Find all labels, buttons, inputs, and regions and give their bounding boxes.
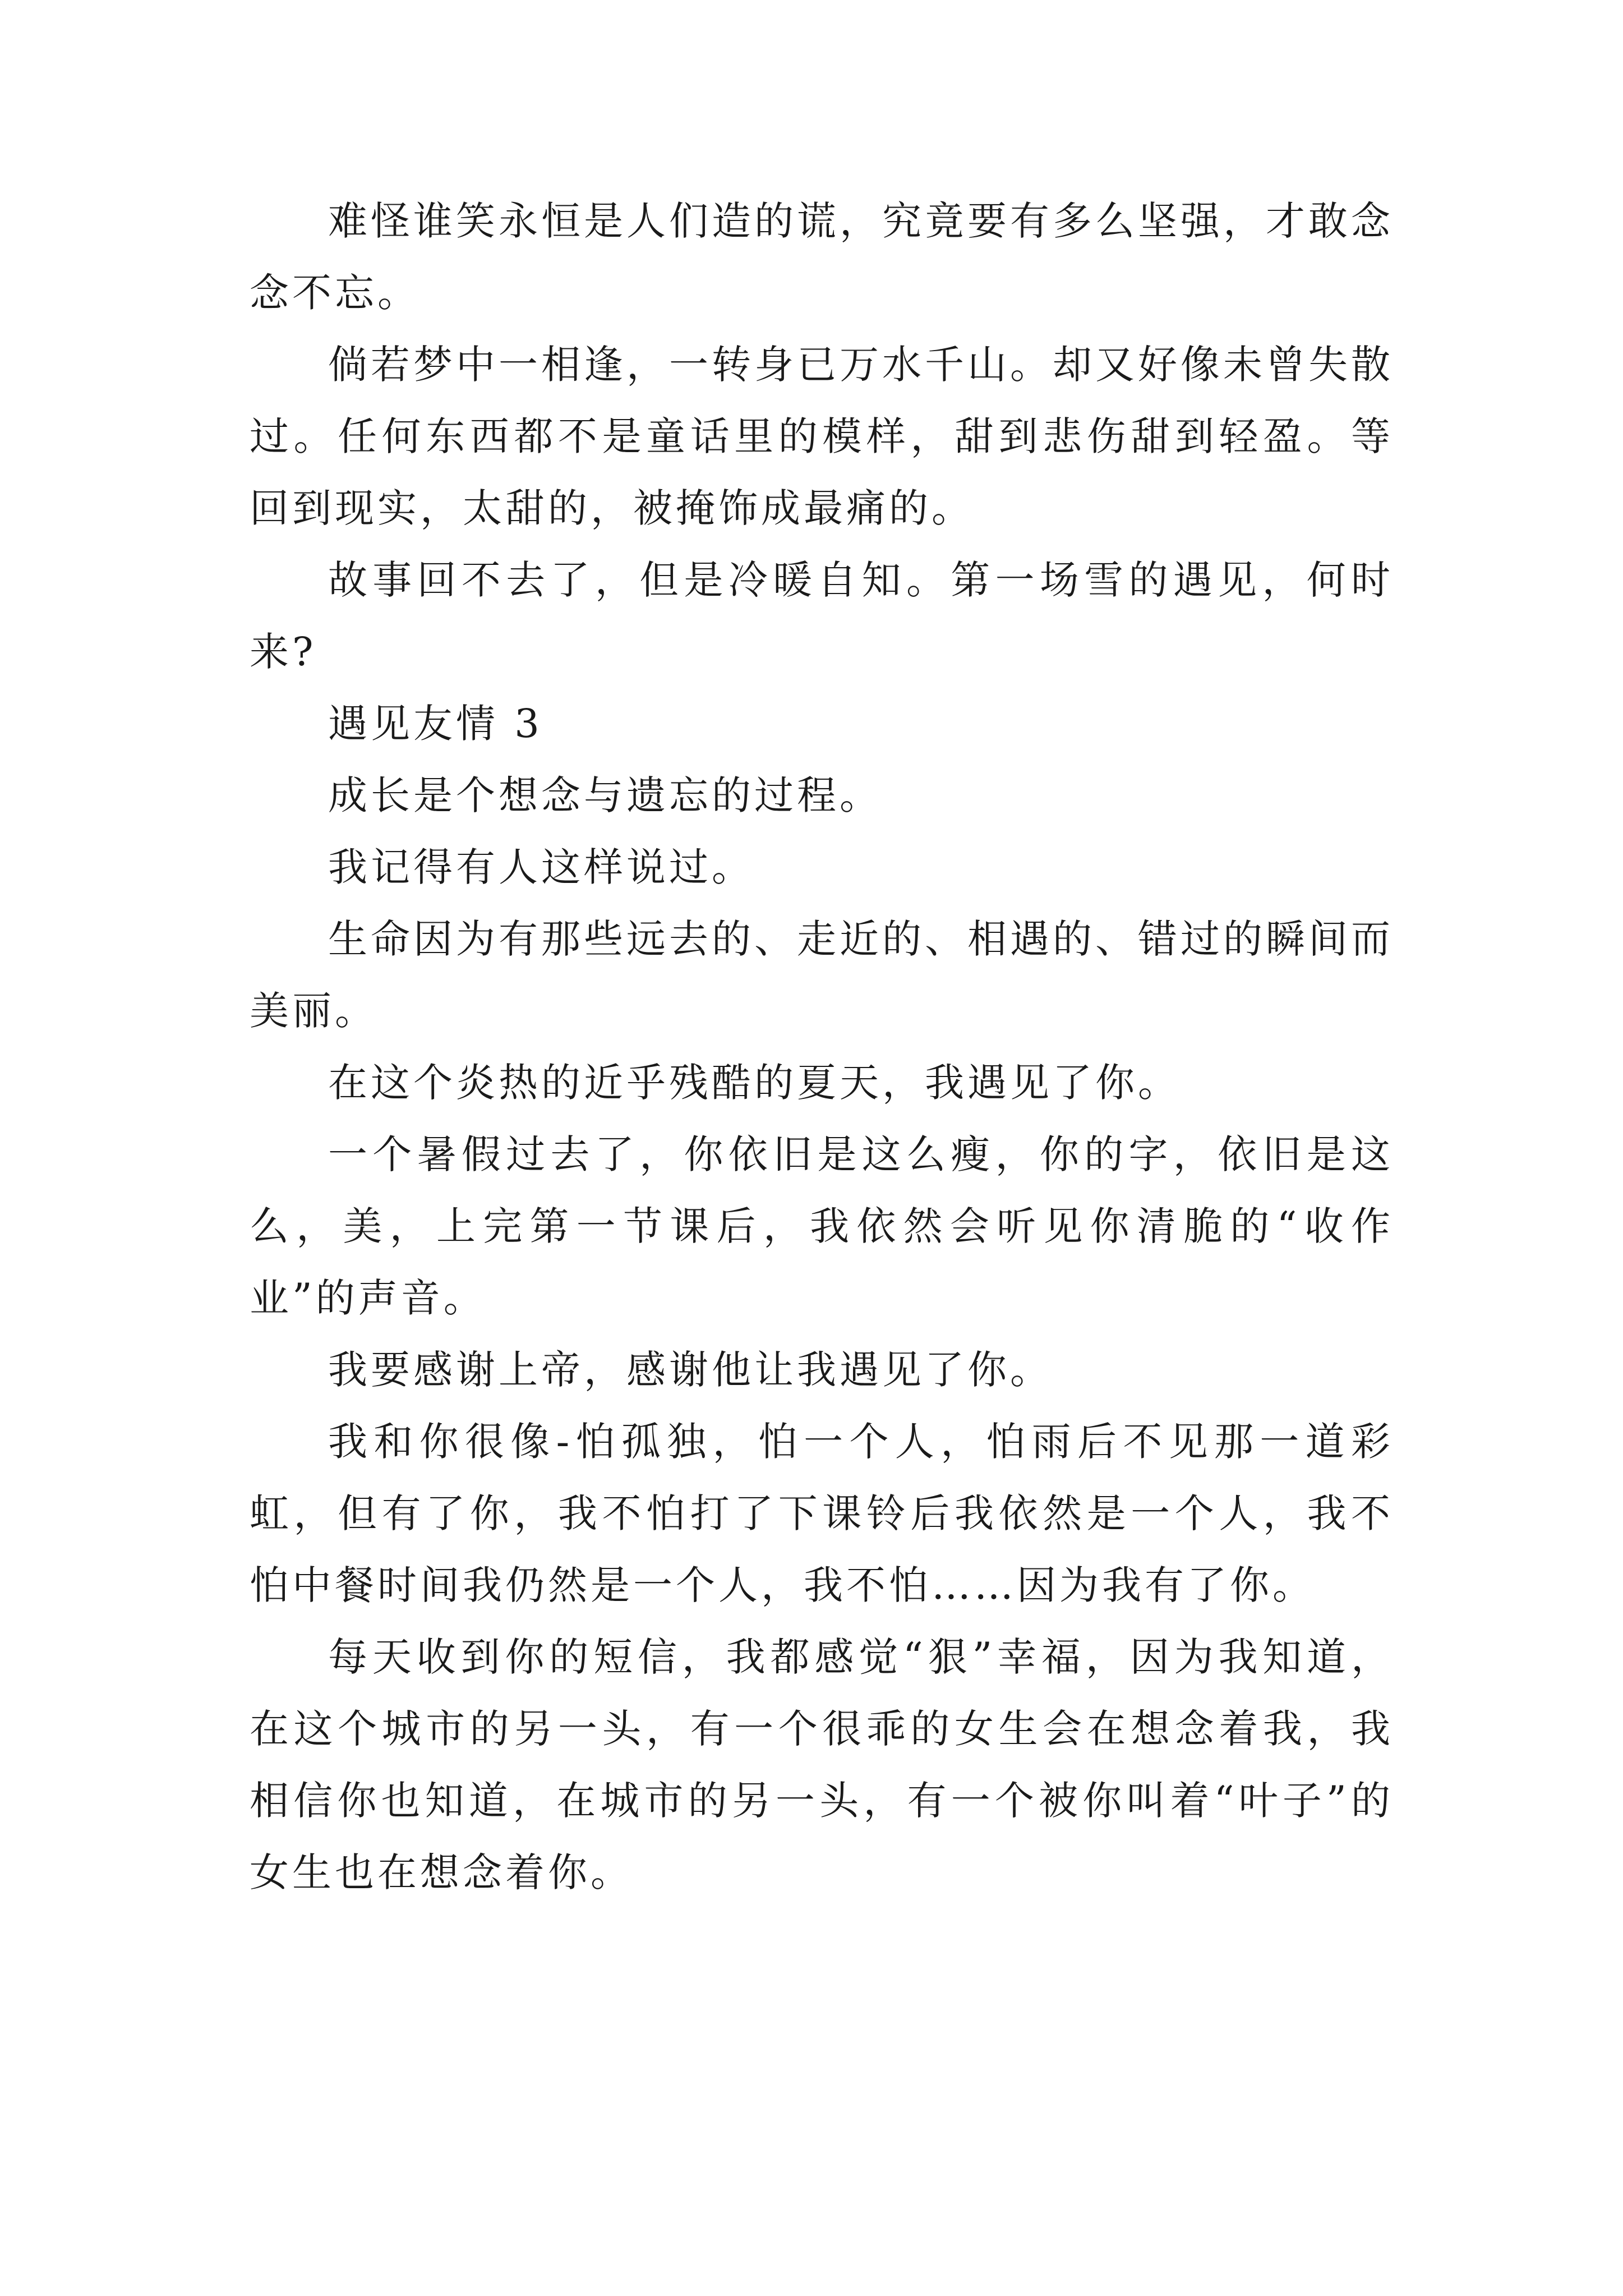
paragraph: 生命因为有那些远去的、走近的、相遇的、错过的瞬间而美丽。	[250, 916, 1394, 1034]
paragraph: 倘若梦中一相逢，一转身已万水千山。却又好像未曾失散过。任何东西都不是童话里的模样，甜到悲伤甜到轻盈。等回到现实，太甜的，被掩饰成最痛的。	[250, 342, 1394, 531]
paragraph: 我记得有人这样说过。	[328, 844, 754, 890]
paragraph: 在这个炎热的近乎残酷的夏天，我遇见了你。	[328, 1060, 1181, 1106]
document-body	[250, 185, 1394, 1908]
paragraph: 我和你很像-怕孤独，怕一个人，怕雨后不见那一道彩虹，但有了你，我不怕打了下课铃后我依然是一个人，我不怕中餐时间我仍然是一个人，我不怕……因为我有了你。	[250, 1419, 1394, 1608]
paragraph: 故事回不去了，但是冷暖自知。第一场雪的遇见，何时来?	[250, 557, 1394, 675]
paragraph: 难怪谁笑永恒是人们造的谎，究竟要有多么坚强，才敢念念不忘。	[250, 198, 1394, 316]
section-heading: 遇见友情 3	[328, 701, 543, 747]
paragraph: 我要感谢上帝，感谢他让我遇见了你。	[328, 1347, 1053, 1393]
paragraph: 每天收到你的短信，我都感觉“狠”幸福，因为我知道，在这个城市的另一头，有一个很乖的女生会在想念着我，我相信你也知道，在城市的另一头，有一个被你叫着“叶子”的女生也在想念着你。	[250, 1634, 1394, 1895]
paragraph: 成长是个想念与遗忘的过程。	[328, 772, 882, 818]
paragraph: 一个暑假过去了，你依旧是这么瘦，你的字，依旧是这么，美，上完第一节课后，我依然会听见你清脆的“收作业”的声音。	[250, 1131, 1394, 1321]
